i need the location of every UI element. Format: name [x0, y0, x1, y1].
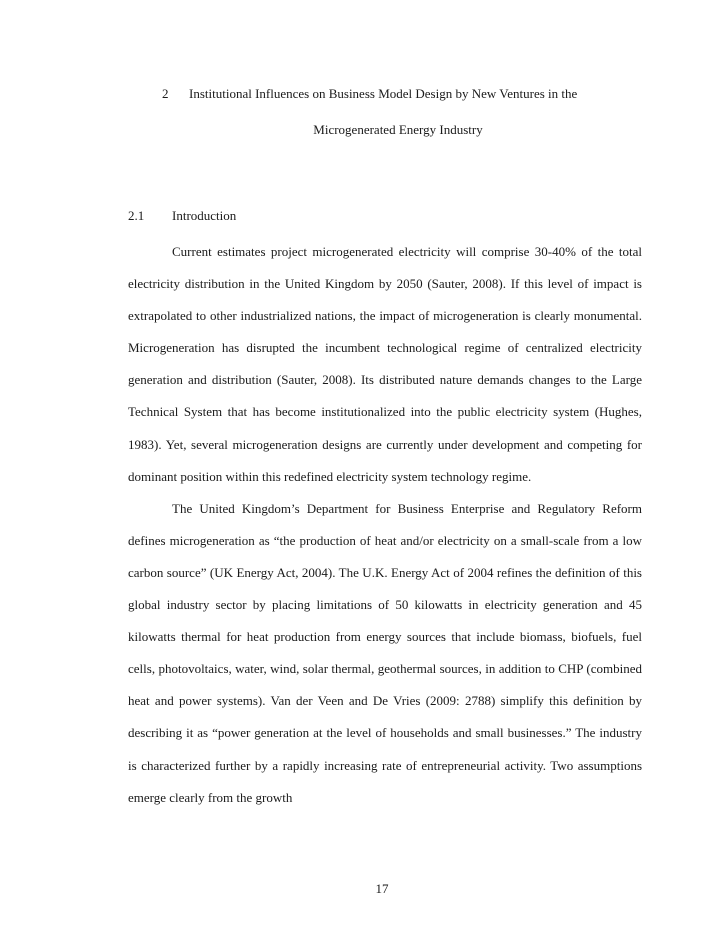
section-number: 2.1 — [128, 208, 145, 223]
chapter-title-line-2: Microgenerated Energy Industry — [313, 122, 483, 137]
paragraph-2: The United Kingdom’s Department for Business Enterprise and Regulatory Reform defines microgeneration as “the production of heat and/or electricity on a small-scale from a low carbon source” (UK Energy Act, 2004). The U.K. Energy Act of 2004 refines the definition of this global industry sector by placing limitations of 50 kilowatts in electricity generation and 45 kilowatts thermal for heat production from energy sources that include biomass, biofuels, fuel cells, photovoltaics, water, wind, solar thermal, geothermal sources, in addition to CHP (combined heat and power systems). Van der Veen and De Vries (2009: 2788) simplify this definition by describing it as “power generation at the level of households and small businesses.” The industry is characterized further by a rapidly increasing rate of entrepreneurial activity. Two assumptions emerge clearly from the growth — [128, 500, 642, 805]
section-title: Introduction — [172, 208, 237, 223]
chapter-title-line-1 — [162, 86, 577, 102]
paragraph-1: Current estimates project microgenerated electricity will comprise 30-40% of the total electricity distribution in the United Kingdom by 2050 (Sauter, 2008). If this level of impact is extrapolated to other industrialized nations, the impact of microgeneration is clearly monumental. Microgeneration has disrupted the incumbent technological regime of centralized electricity generation and distribution (Sauter, 2008). Its distributed nature demands changes to the Large Technical System that has become institutionalized into the public electricity system (Hughes, 1983). Yet, several microgeneration designs are currently under development and competing for dominant position within this redefined electricity system technology regime. — [128, 244, 642, 484]
chapter-title-text-1: Institutional Influences on Business Model Design by New Ventures in the — [189, 86, 578, 101]
page-number: 17 — [375, 881, 389, 896]
body-text — [128, 236, 642, 814]
chapter-number: 2 — [162, 86, 169, 101]
section-heading — [128, 208, 236, 224]
